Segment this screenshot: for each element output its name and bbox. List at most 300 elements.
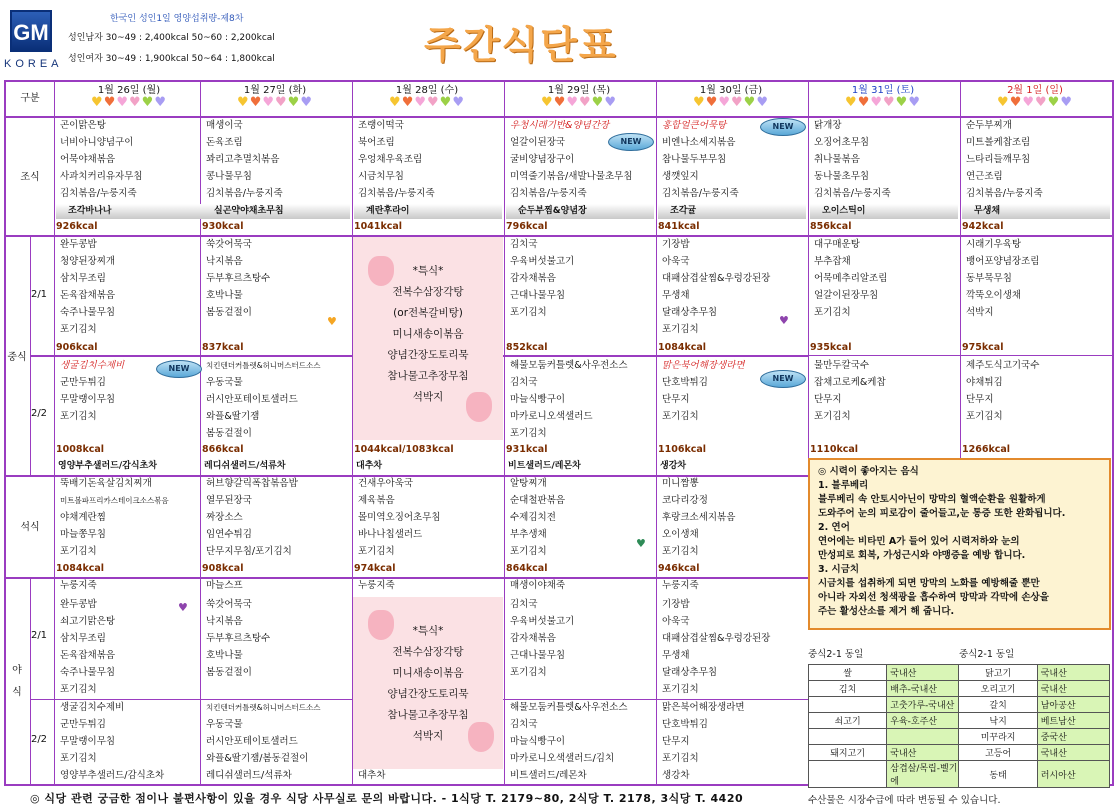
night22-3 [510,700,628,768]
dinner-kcal-1: 908kcal [202,563,244,574]
breakfast-kcal-2: 1041kcal [354,221,403,232]
night22-0 [60,700,124,768]
breakfast-snack-2: 계란후라이 [366,206,410,216]
day-header-3: 1월 29일 (목) [547,85,611,96]
night22-1-item-3: 와플&딸기잼/봄동겉절이 [206,752,309,764]
breakfast-6-item-2: 느타리들깨무침 [966,153,1031,165]
lunch22-4-item-3: 포기김치 [662,410,699,422]
night-porridge-2: 누룽지죽 [358,580,395,591]
origin-row [809,665,1110,681]
dinner-4-item-2: 후랑크소세지볶음 [662,511,736,523]
lunch-special-item-1: 전복수삼장각탕 [392,286,464,298]
lunch21-5-item-1: 부추잡채 [814,255,851,267]
lunch21-kcal-6: 975kcal [962,342,1004,353]
breakfast-kcal-6: 942kcal [962,221,1004,232]
lunch22-kcal-2: 1044kcal/1083kcal [354,444,454,455]
day-header-5: 1월 31일 (토) [851,85,915,96]
dinner-1-item-0: 허브향갈릭폭찹볶음밥 [206,478,298,489]
dinner-2 [358,476,441,561]
origin-cell: 국내산 [887,745,959,761]
lunch22-0 [60,358,124,426]
heart-icon: ♥ [693,95,706,110]
day-header-6: 2월 1일 (일) [1007,85,1063,96]
lunch22-5 [814,358,886,426]
lunch22-3-item-3: 마카로니오색샐러드 [510,410,593,422]
night21-1-item-0: 쑥갓어묵국 [206,599,252,610]
heart-icon: ♥ [895,95,909,110]
lunch21-0-item-0: 완두콩밥 [60,239,97,250]
heart-icon: ♥ [883,95,896,110]
heart-icon: ♥ [857,95,871,110]
origin-cell: 돼지고기 [809,745,887,761]
night21-1 [206,597,270,682]
dinner-0-item-0: 뚝배기돈육살김치찌개 [60,478,152,489]
heart-icon: ♥ [427,95,440,110]
lunch21-1-item-4: 봄동겉절이 [206,306,252,318]
heart-icon: ♥ [756,95,769,110]
lunch21-3-item-1: 우육버섯불고기 [510,255,575,267]
lunch21-4-item-4: 달래상추무침 [662,306,718,318]
origin-cell: 중국산 [1037,729,1109,745]
heart-icon: ♥ [718,95,731,110]
dinner-4-item-0: 미니짬뽕 [662,478,699,489]
heart-icon: ♥ [439,95,453,110]
strawberry-icon [368,610,394,640]
winged-heart-icon: ♥ [327,315,337,328]
night21-1-item-2: 두부후르츠탕수 [206,632,271,644]
lunch22-3-item-1: 김치국 [510,376,538,388]
lunch22-kcal-4: 1106kcal [658,444,707,455]
night21-1-item-4: 봄동겉절이 [206,666,252,678]
origin-cell: 국내산 [1037,665,1109,681]
heart-icon: ♥ [452,95,465,110]
breakfast-kcal-0: 926kcal [56,221,98,232]
lunch22-4-item-1: 단호박튀김 [662,376,708,388]
breakfast-6-item-3: 연근조림 [966,170,1003,182]
breakfast-4-item-2: 참나물두부무침 [662,153,727,165]
winged-heart-icon: ♥ [178,601,188,614]
breakfast-5-item-0: 닭개장 [814,120,842,131]
breakfast-2-item-0: 조랭이떡국 [358,120,404,131]
night21-3-item-4: 포기김치 [510,666,547,678]
origin-cell: 고등어 [959,745,1037,761]
night21-0-item-4: 숙주나물무침 [60,666,116,678]
breakfast-snack-3: 순두부찜&양념장 [518,206,587,216]
info-line-2: 도와주어 눈의 피로감이 줄어들고,눈 통증 또한 완화됩니다. [818,508,1066,519]
info-line-7: 시금치를 섭취하게 되면 망막의 노화를 예방해줄 뿐만 [818,578,1040,589]
day-header-1: 1월 27일 (화) [243,85,307,96]
grid-line [30,236,31,476]
night22-3-item-1: 김치국 [510,718,538,730]
lunch-snack-0: 영양부추샐러드/감식초차 [58,461,157,471]
night22-0-item-1: 군만두튀김 [60,718,106,730]
breakfast-snack-5: 오이스틱이 [822,206,866,216]
lunch-special-item-6: 석박지 [412,391,444,403]
lunch22-6-item-1: 야채튀김 [966,376,1003,388]
breakfast-0-item-1: 너비아니양념구이 [60,136,134,148]
heart-icon: ♥ [154,95,167,110]
breakfast-6-item-1: 미트볼케찹조림 [966,136,1031,148]
night21-4-item-1: 아욱국 [662,615,690,627]
lunch22-kcal-1: 866kcal [202,444,244,455]
lunch21-4-item-0: 기장밥 [662,239,690,250]
night21-1-item-3: 호박나물 [206,649,243,661]
breakfast-0 [60,118,143,203]
dinner-1 [206,476,298,561]
night22-1 [206,700,321,768]
winged-heart-icon: ♥ [779,314,789,327]
gm-logo-mark: GM [10,10,52,52]
origin-cell: 김치 [809,681,887,697]
breakfast-6-item-4: 김치볶음/누룽지죽 [966,187,1043,199]
heart-icon: ♥ [908,95,921,110]
dinner-1-item-3: 임연수튀김 [206,528,252,540]
new-badge-2: NEW [156,360,202,378]
breakfast-1 [206,118,283,203]
heart-icon: ♥ [103,95,117,110]
row-label-breakfast: 조식 [20,172,40,183]
breakfast-4-item-0: 홍합얼큰어묵탕 [662,120,727,131]
lunch22-4-item-0: 맑은북어해장생라면 [662,360,745,371]
lunch-snack-4: 생강차 [660,461,687,471]
lunch21-1-item-1: 낙지볶음 [206,255,243,267]
night21-0-item-2: 삼치무조림 [60,632,106,644]
lunch22-5-item-1: 잡채고로케&케찹 [814,376,886,388]
origin-grid [808,664,1110,788]
breakfast-6-item-0: 순두부찌개 [966,120,1012,131]
breakfast-3 [510,118,633,203]
dinner-2-item-0: 건새우아욱국 [358,478,414,489]
night22-1-item-2: 러시안포테이토샐러드 [206,735,298,747]
lunch22-3-item-2: 마늘식빵구이 [510,393,566,405]
lunch21-0-item-1: 청양된장찌개 [60,255,116,267]
info-line-3: 2. 연어 [818,522,850,533]
night-special-item-0: *특식* [412,625,444,637]
origin-cell: 배추-국내산 [887,681,959,697]
lunch21-3-item-0: 김치국 [510,239,538,250]
breakfast-3-item-2: 굴비양념장구이 [510,153,575,165]
lunch22-6 [966,358,1039,426]
heart-icon: ♥ [1022,95,1035,110]
row-label-lunch: 중식 [7,352,27,363]
dinner-kcal-0: 1084kcal [56,563,105,574]
day-header-2: 1월 28일 (수) [395,85,459,96]
lunch22-kcal-5: 1110kcal [810,444,859,455]
lunch21-6-item-3: 깍뚝오이생채 [966,289,1022,301]
row-label-lunch-22: 2/2 [30,408,48,419]
origin-cell: 쇠고기 [809,713,887,729]
breakfast-0-item-3: 사과치커리유자무침 [60,170,143,182]
lunch21-0-item-5: 포기김치 [60,323,97,335]
grid-line [54,81,55,784]
origin-cell: 닭고기 [959,665,1037,681]
night-snack-2: 대추차 [358,770,386,781]
night21-3 [510,597,574,682]
night22-0-item-0: 생굴김치수제비 [60,702,125,713]
heart-icon: ♥ [262,95,275,110]
dinner-4 [662,476,735,561]
gm-korea-logo [2,2,63,78]
row-label-dinner: 석식 [20,522,40,533]
info-line-8: 아니라 자외선 청색광을 흡수하여 망막과 각막에 손상을 [818,592,1049,603]
breakfast-2 [358,118,435,203]
dinner-3-item-0: 알탕찌개 [510,478,547,489]
heart-icon: ♥ [1009,95,1023,110]
lunch22-6-item-3: 포기김치 [966,410,1003,422]
breakfast-5-item-3: 동나물초무침 [814,170,870,182]
new-badge-1: NEW [760,118,806,136]
dinner-4-item-1: 코다리강정 [662,494,708,506]
origin-row [809,713,1110,729]
lunch22-kcal-0: 1008kcal [56,444,105,455]
heart-icon: ♥ [116,95,129,110]
lunch-special-item-5: 참나물고추장무침 [387,370,469,382]
breakfast-3-item-3: 미역줄기볶음/새발나물초무침 [510,170,633,182]
info-line-9: 주는 활성산소를 제거 해 줍니다. [818,606,955,617]
origin-cell: 러시아산 [1037,761,1109,788]
lunch21-1-item-3: 호박나물 [206,289,243,301]
origin-cell [809,697,887,713]
heart-icon: ♥ [870,95,883,110]
lunch22-1-item-3: 와플&딸기잼 [206,410,260,422]
lunch22-4-item-2: 단무지 [662,393,690,405]
lunch21-3-item-2: 감자채볶음 [510,272,556,284]
lunch21-1-item-2: 두부후르츠탕수 [206,272,271,284]
footer-notice: ◎ 식당 관련 궁금한 점이나 불편사항이 있을 경우 식당 사무실로 문의 바랍니다. - 1식당 T. 2179~80, 2식당 T. 2178, 3식당 T. 4420 [30,792,744,805]
heart-icon: ♥ [845,95,858,110]
lunch21-6-item-2: 동부묵무침 [966,272,1012,284]
breakfast-4 [662,118,739,203]
lunch21-kcal-1: 837kcal [202,342,244,353]
heart-icon: ♥ [275,95,288,110]
origin-cell [809,761,887,788]
night21-1-item-1: 낙지볶음 [206,615,243,627]
lunch22-1-item-2: 러시안포테이토샐러드 [206,393,298,405]
breakfast-2-item-1: 북어조림 [358,136,395,148]
breakfast-2-item-2: 우엉채우육조림 [358,153,423,165]
header-gubun: 구분 [20,93,40,104]
heart-icon: ♥ [287,95,301,110]
night21-4-item-4: 달래상추무침 [662,666,718,678]
day-header-4: 1월 30일 (금) [699,85,763,96]
dinner-4-item-3: 오이생채 [662,528,699,540]
origin-row [809,729,1110,745]
night22-3-item-2: 마늘식빵구이 [510,735,566,747]
dinner-2-item-3: 바나나칩샐러드 [358,528,423,540]
lunch21-5-item-2: 어묵메추리알조림 [814,272,888,284]
lunch21-kcal-3: 852kcal [506,342,548,353]
night22-3-item-3: 마카로니오색샐러드/김치 [510,752,615,764]
row-label-lunch-21: 2/1 [30,289,48,300]
breakfast-4-item-3: 생깻잎지 [662,170,699,182]
lunch21-5-item-4: 포기김치 [814,306,851,318]
lunch-special-item-3: 미니새송이볶음 [392,328,464,340]
origin-cell: 미꾸라지 [959,729,1037,745]
lunch21-6-item-1: 뱅어포양념장조림 [966,255,1040,267]
lunch21-1-item-0: 쑥갓어묵국 [206,239,252,250]
heart-icon: ♥ [541,95,554,110]
breakfast-kcal-5: 856kcal [810,221,852,232]
lunch22-0-item-1: 군만두튀김 [60,376,106,388]
breakfast-0-item-0: 곤이맑은탕 [60,120,106,131]
night22-4-item-2: 단무지 [662,735,690,747]
origin-right-head: 중식2-1 동일 [959,649,1015,660]
lunch21-6 [966,237,1039,322]
heart-icon: ♥ [743,95,757,110]
heart-icon: ♥ [91,95,104,110]
night21-0-item-0: 완두콩밥 [60,599,97,610]
lunch21-4-item-3: 무생채 [662,289,690,301]
breakfast-1-item-0: 매생이국 [206,120,243,131]
night21-3-item-2: 감자채볶음 [510,632,556,644]
page-title: 주간식단표 [424,23,618,67]
info-line-4: 연어에는 비타민 A가 들어 있어 시력저하와 눈의 [818,536,1020,547]
lunch22-kcal-6: 1266kcal [962,444,1011,455]
day-hearts-4 [656,95,806,111]
lunch-snack-1: 레디쉬샐러드/석류차 [204,461,286,471]
lunch21-4-item-5: 포기김치 [662,323,699,335]
night22-0-item-2: 무말랭이무침 [60,735,116,747]
dinner-4-item-4: 포기김치 [662,545,699,557]
breakfast-snack-6: 무생채 [974,206,1001,216]
info-line-6: 3. 시금치 [818,564,860,575]
dinner-0-item-3: 마늘쫑무침 [60,528,106,540]
heart-icon: ♥ [389,95,402,110]
breakfast-4-item-1: 비엔나소세지볶음 [662,136,736,148]
day-hearts-3 [504,95,654,111]
heart-icon: ♥ [604,95,617,110]
lunch21-1 [206,237,270,322]
lunch21-0-item-3: 돈육잡채볶음 [60,289,116,301]
grid-line [960,81,961,458]
origin-cell: 갈치 [959,697,1037,713]
breakfast-5-item-1: 오징어초무침 [814,136,870,148]
night22-4-item-1: 단호박튀김 [662,718,708,730]
lunch21-5-item-0: 대구매운탕 [814,239,860,250]
day-hearts-6 [960,95,1110,111]
dinner-3-item-1: 순대철판볶음 [510,494,566,506]
info-line-0: 1. 블루베리 [818,480,869,491]
origin-cell: 국내산 [1037,745,1109,761]
new-badge-3: NEW [760,370,806,388]
breakfast-5 [814,118,891,203]
heart-icon: ♥ [141,95,155,110]
breakfast-kcal-3: 796kcal [506,221,548,232]
night-snack-1: 레디쉬샐러드/석류차 [206,770,292,781]
info-line-1: 블루베리 속 안토시아닌이 망막의 혈액순환을 원활하게 [818,494,1046,505]
breakfast-snack-1: 실곤약야채초무침 [214,206,284,216]
heart-icon: ♥ [1035,95,1048,110]
breakfast-4-item-4: 김치볶음/누룽지죽 [662,187,739,199]
lunch22-0-item-0: 생굴김치수제비 [60,360,125,371]
lunch22-kcal-3: 931kcal [506,444,548,455]
day-hearts-5 [808,95,958,111]
heart-icon: ♥ [414,95,427,110]
breakfast-3-item-1: 얼갈이된장국 [510,136,566,148]
dinner-kcal-4: 946kcal [658,563,700,574]
lunch21-0-item-2: 삼치무조림 [60,272,106,284]
night-porridge-3: 매생이야채죽 [510,580,566,591]
night-special-item-1: 전복수삼장각탕 [392,646,464,658]
lunch21-kcal-4: 1084kcal [658,342,707,353]
dinner-kcal-3: 864kcal [506,563,548,574]
heart-icon: ♥ [997,95,1010,110]
lunch22-5-item-0: 물만두칼국수 [814,360,870,371]
lunch-special-item-2: (or전복갈비탕) [393,307,463,319]
lunch22-6-item-0: 제주도식고기국수 [966,360,1040,371]
origin-left-head: 중식2-1 동일 [808,649,864,660]
origin-cell: 오리고기 [959,681,1037,697]
breakfast-0-item-4: 김치볶음/누룽지죽 [60,187,137,199]
night22-4-item-3: 포기김치 [662,752,699,764]
lunch21-6-item-4: 석박지 [966,306,994,318]
lunch22-6-item-2: 단무지 [966,393,994,405]
night21-4-item-5: 포기김치 [662,683,699,695]
origin-row [809,745,1110,761]
row-label-night-21: 2/1 [30,630,48,641]
lunch21-5-item-3: 얼갈이된장무침 [814,289,879,301]
dinner-2-item-2: 몰미역오징어초무침 [358,511,441,523]
lunch22-1-item-0: 치킨텐더커틀렛&허니머스터드소스 [206,361,321,370]
night21-4-item-3: 무생채 [662,649,690,661]
origin-cell: 쌀 [809,665,887,681]
night21-3-item-3: 근대나물무침 [510,649,566,661]
dinner-2-item-4: 포기김치 [358,545,395,557]
night-special-item-2: 미니새송이볶음 [392,667,464,679]
lunch22-1-item-4: 봄동겉절이 [206,427,252,439]
lunch-snack-3: 비트샐러드/레몬차 [508,461,581,471]
lunch22-3 [510,358,628,443]
dinner-0-item-4: 포기김치 [60,545,97,557]
origin-cell: 베트남산 [1037,713,1109,729]
night21-0 [60,597,115,698]
origin-cell: 고춧가루-국내산 [887,697,959,713]
lunch21-5 [814,237,887,322]
heart-icon: ♥ [249,95,263,110]
grid-line [200,81,201,784]
nutrition-standard-title: 한국인 성인1일 영양섭취량-제8차 [110,14,244,24]
night-porridge-1: 마늘스프 [206,580,243,591]
heart-icon: ♥ [591,95,605,110]
breakfast-1-item-2: 꽈리고추멸치볶음 [206,153,280,165]
night-snack-3: 비트샐러드/레몬차 [510,770,587,781]
heart-icon: ♥ [1060,95,1073,110]
breakfast-kcal-1: 930kcal [202,221,244,232]
strawberry-icon [468,722,494,752]
eye-health-info-box [808,458,1111,630]
heart-icon: ♥ [731,95,744,110]
night21-0-item-5: 포기김치 [60,683,97,695]
night21-3-item-0: 김치국 [510,599,538,610]
night21-3-item-1: 우육버섯불고기 [510,615,575,627]
male-intake-standard: 성인남자 30~49 : 2,400kcal 50~60 : 2,200kcal [68,33,275,43]
origin-note: 수산물은 시장수급에 따라 변동될 수 있습니다. [808,795,1001,806]
day-hearts-0 [54,95,204,111]
night21-4-item-2: 대패삼겹살찜&우렁강된장 [662,632,771,644]
dinner-kcal-2: 974kcal [354,563,396,574]
dinner-3-item-4: 포기김치 [510,545,547,557]
night22-4-item-0: 맑은북어해장생라면 [662,702,745,713]
dinner-1-item-2: 짜장소스 [206,511,243,523]
lunch22-3-item-4: 포기김치 [510,427,547,439]
night22-4 [662,700,745,768]
lunch21-0 [60,237,115,338]
heart-icon: ♥ [237,95,250,110]
breakfast-snack-0: 조각바나나 [68,206,112,216]
day-hearts-2 [352,95,502,111]
new-badge-0: NEW [608,133,654,151]
origin-cell: 국내산 [887,665,959,681]
